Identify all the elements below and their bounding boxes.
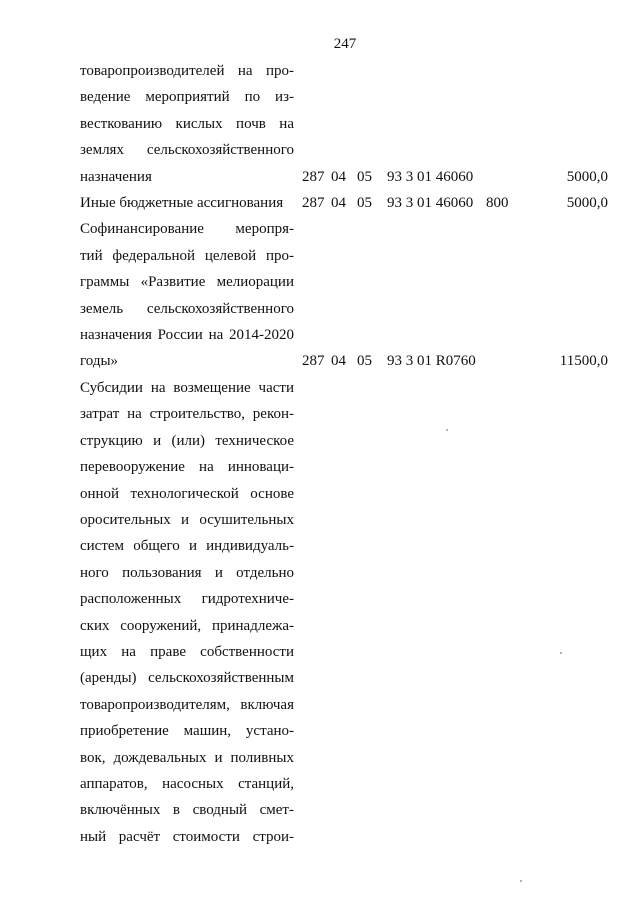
section-code: 04	[331, 168, 346, 185]
description-line: ведение мероприятий по из-	[80, 89, 294, 106]
row-codes	[302, 190, 608, 216]
admin-code: 287	[302, 168, 325, 185]
budget-table	[80, 58, 608, 850]
scan-speck	[520, 880, 522, 882]
description-line: затрат на строительство, рекон-	[80, 406, 294, 423]
description-line: ских сооружений, принадлежа-	[80, 617, 294, 634]
description-line: аппаратов, насосных станций,	[80, 775, 294, 792]
description-line: назначения	[80, 168, 152, 185]
description-line: (аренды) сельскохозяйственным	[80, 670, 294, 687]
row-description	[80, 216, 294, 374]
description-line: расположенных гидротехниче-	[80, 591, 294, 608]
description-line: ный расчёт стоимости строи-	[80, 828, 294, 845]
row-description	[80, 375, 294, 850]
scan-speck	[446, 429, 448, 431]
table-row	[80, 216, 608, 374]
target-code: 93 3 01 R0760	[387, 353, 476, 370]
section-code: 04	[331, 353, 346, 370]
target-code: 93 3 01 46060	[387, 195, 474, 212]
table-row	[80, 58, 608, 190]
description-line: весткованию кислых почв на	[80, 115, 294, 132]
row-description	[80, 58, 294, 190]
row-codes	[302, 348, 608, 374]
subsection-code: 05	[357, 168, 372, 185]
scan-speck	[560, 652, 562, 654]
description-line: годы»	[80, 353, 119, 370]
description-line: товаропроизводителям, включая	[80, 696, 294, 713]
subsection-code: 05	[357, 195, 372, 212]
row-description	[80, 190, 294, 216]
description-line: Субсидии на возмещение части	[80, 379, 294, 396]
description-line: щих на праве собственности	[80, 643, 294, 660]
description-line: вок, дождевальных и поливных	[80, 749, 294, 766]
description-line: граммы «Развитие мелиорации	[80, 274, 294, 291]
description-line: Софинансирование меропря-	[80, 221, 294, 238]
description-line: перевооружение на инноваци-	[80, 459, 294, 476]
target-code: 93 3 01 46060	[387, 168, 474, 185]
amount: 5000,0	[566, 168, 608, 185]
table-row	[80, 190, 608, 216]
description-line: тий федеральной целевой про-	[80, 247, 294, 264]
description-line: Иные бюджетные ассигнования	[80, 195, 284, 212]
row-codes	[302, 164, 608, 190]
section-code: 04	[331, 195, 346, 212]
description-line: назначения России на 2014-2020	[80, 327, 294, 344]
description-line: земель сельскохозяйственного	[80, 300, 294, 317]
description-line: оросительных и осушительных	[80, 511, 294, 528]
amount: 5000,0	[566, 195, 608, 212]
amount: 11500,0	[559, 353, 608, 370]
subsection-code: 05	[357, 353, 372, 370]
description-line: включённых в сводный смет-	[80, 802, 294, 819]
description-line: систем общего и индивидуаль-	[80, 538, 294, 555]
description-line: товаропроизводителей на про-	[80, 63, 294, 79]
admin-code: 287	[302, 195, 325, 212]
description-line: струкцию и (или) техническое	[80, 432, 294, 449]
description-line: онной технологической основе	[80, 485, 294, 502]
table-row	[80, 375, 608, 850]
page-number: 247	[333, 36, 357, 52]
description-line: ного пользования и отдельно	[80, 564, 294, 581]
expense-type-code: 800	[486, 195, 509, 212]
description-line: землях сельскохозяйственного	[80, 142, 294, 159]
description-line: приобретение машин, устано-	[80, 723, 294, 740]
admin-code: 287	[302, 353, 325, 370]
